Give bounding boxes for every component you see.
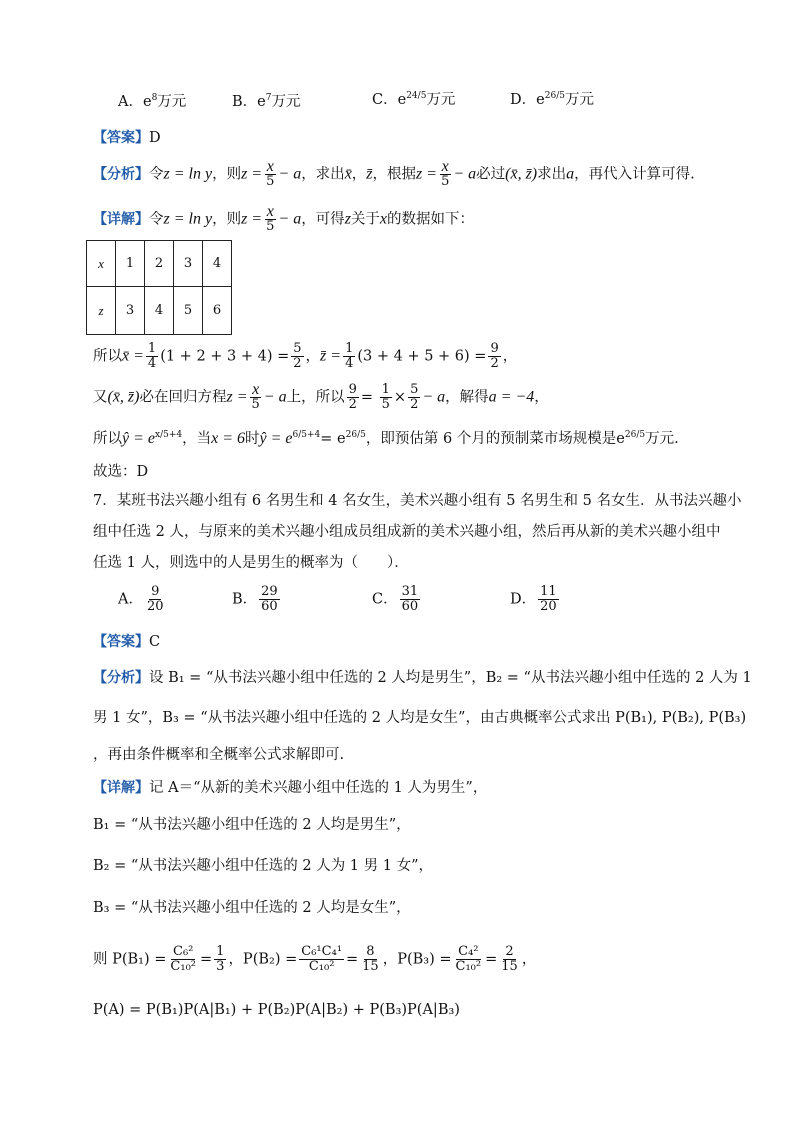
q6-option-a: A．$e^8$万元 [118, 93, 187, 110]
q7-detail-line: 【详解】记 A＝“从新的美术兴趣小组中任选的 1 人为男生”， [93, 780, 488, 796]
q6-detail: 【详解】令z = ln y，则z = $\frac{x}{5}$ − a，可得z关于x的数据如下： [93, 203, 475, 234]
q7-analysis-line: 【分析】设 B₁ = “从书法兴趣小组中任选的 2 人均是男生”，B₂ = “从书法兴趣小组中任选的 2 人为 1 [93, 670, 752, 686]
q6-option-b: B．$e^7$万元 [232, 93, 301, 110]
q6-regression: 又(x̄, z̄)必在回归方程z = $\frac{x}{5}$ − a上，所以 $\frac{9}{2}$ = $\frac{1}{5}$ × $\frac{5}{2}$ − a，解得a = −4， [93, 381, 549, 412]
q7-total-probability: P(A) = P(B₁)P(A|B₁) + P(B₂)P(A|B₂) + P(B₃)P(A|B₃) [93, 1002, 460, 1018]
q6-option-d: D．$e^{26/5}$万元 [510, 91, 594, 108]
q7-probabilities: 则 P(B₁) = $\frac{\text{C₆²}}{\text{C₁₀²}}$ = $\frac{1}{3}$ ，P(B₂) = $\frac{\text{C₆¹C₄¹}}{\text{C₁₀²}}$ = $\frac{8}{15}$ ，P(B₃) = $\frac{\text{C₄²}}{\text{C₁₀²}}$ = $\frac{2}{15}$ ， [93, 944, 537, 974]
q6-analysis: 【分析】令z = ln y，则z = $\frac{x}{5}$ − a，求出x̄，z̄，根据z = $\frac{x}{5}$ − a必过(x̄, z̄)求出a，再代入计算可得. [93, 158, 695, 189]
q7-option-c: C． $\frac{31}{60}$ [372, 584, 419, 614]
q7-stem-line: 任选 1 人，则选中的人是男生的概率为（ ）． [93, 555, 409, 571]
q7-answer: 【答案】C [93, 634, 161, 650]
q7-stem-line: 组中任选 2 人，与原来的美术兴趣小组成员组成新的美术兴趣小组，然后再从新的美术兴趣小组中 [93, 524, 721, 540]
q7-option-a: A． $\frac{9}{20}$ [118, 584, 164, 614]
q6-answer: 【答案】D [93, 130, 161, 146]
q7-option-b: B． $\frac{29}{60}$ [232, 584, 278, 614]
q6-option-c: C．$e^{24/5}$万元 [372, 91, 456, 108]
q7-analysis-line: 男 1 女”，B₃ = “从书法兴趣小组中任选的 2 人均是女生”，由古典概率公式求出 P(B₁), P(B₂), P(B₃) [93, 710, 747, 726]
q7-detail-line: B₃ = “从书法兴趣小组中任选的 2 人均是女生”， [93, 900, 411, 916]
q6-means: 所以x̄ = $\frac{1}{4}$ (1 + 2 + 3 + 4) = $\frac{5}{2}$ ，z̄ = $\frac{1}{4}$ (3 + 4 + 5 + 6) = $\frac{9}{2}$ ， [93, 341, 518, 371]
xz-data-table [86, 240, 232, 335]
q6-calculation: 所以ŷ = $e^{x/5+4}$，当x = 6时ŷ = $e^{6/5+4}= e^{26/5}$，即预估第 6 个月的预制菜市场规模是$e^{26/5}$万元. [93, 429, 679, 447]
table-row: x 1 2 3 4 [87, 241, 232, 287]
q7-detail-line: B₂ = “从书法兴趣小组中任选的 2 人为 1 男 1 女”， [93, 858, 433, 874]
q7-option-d: D． $\frac{11}{20}$ [510, 584, 557, 614]
q6-choice: 故选：D [93, 464, 149, 480]
table-row: z 3 4 5 6 [87, 287, 232, 335]
q7-detail-line: B₁ = “从书法兴趣小组中任选的 2 人均是男生”， [93, 817, 411, 833]
q7-stem-line: 7．某班书法兴趣小组有 6 名男生和 4 名女生，美术兴趣小组有 5 名男生和 5 名女生．从书法兴趣小 [93, 493, 742, 509]
q7-analysis-line: ，再由条件概率和全概率公式求解即可. [93, 747, 345, 763]
